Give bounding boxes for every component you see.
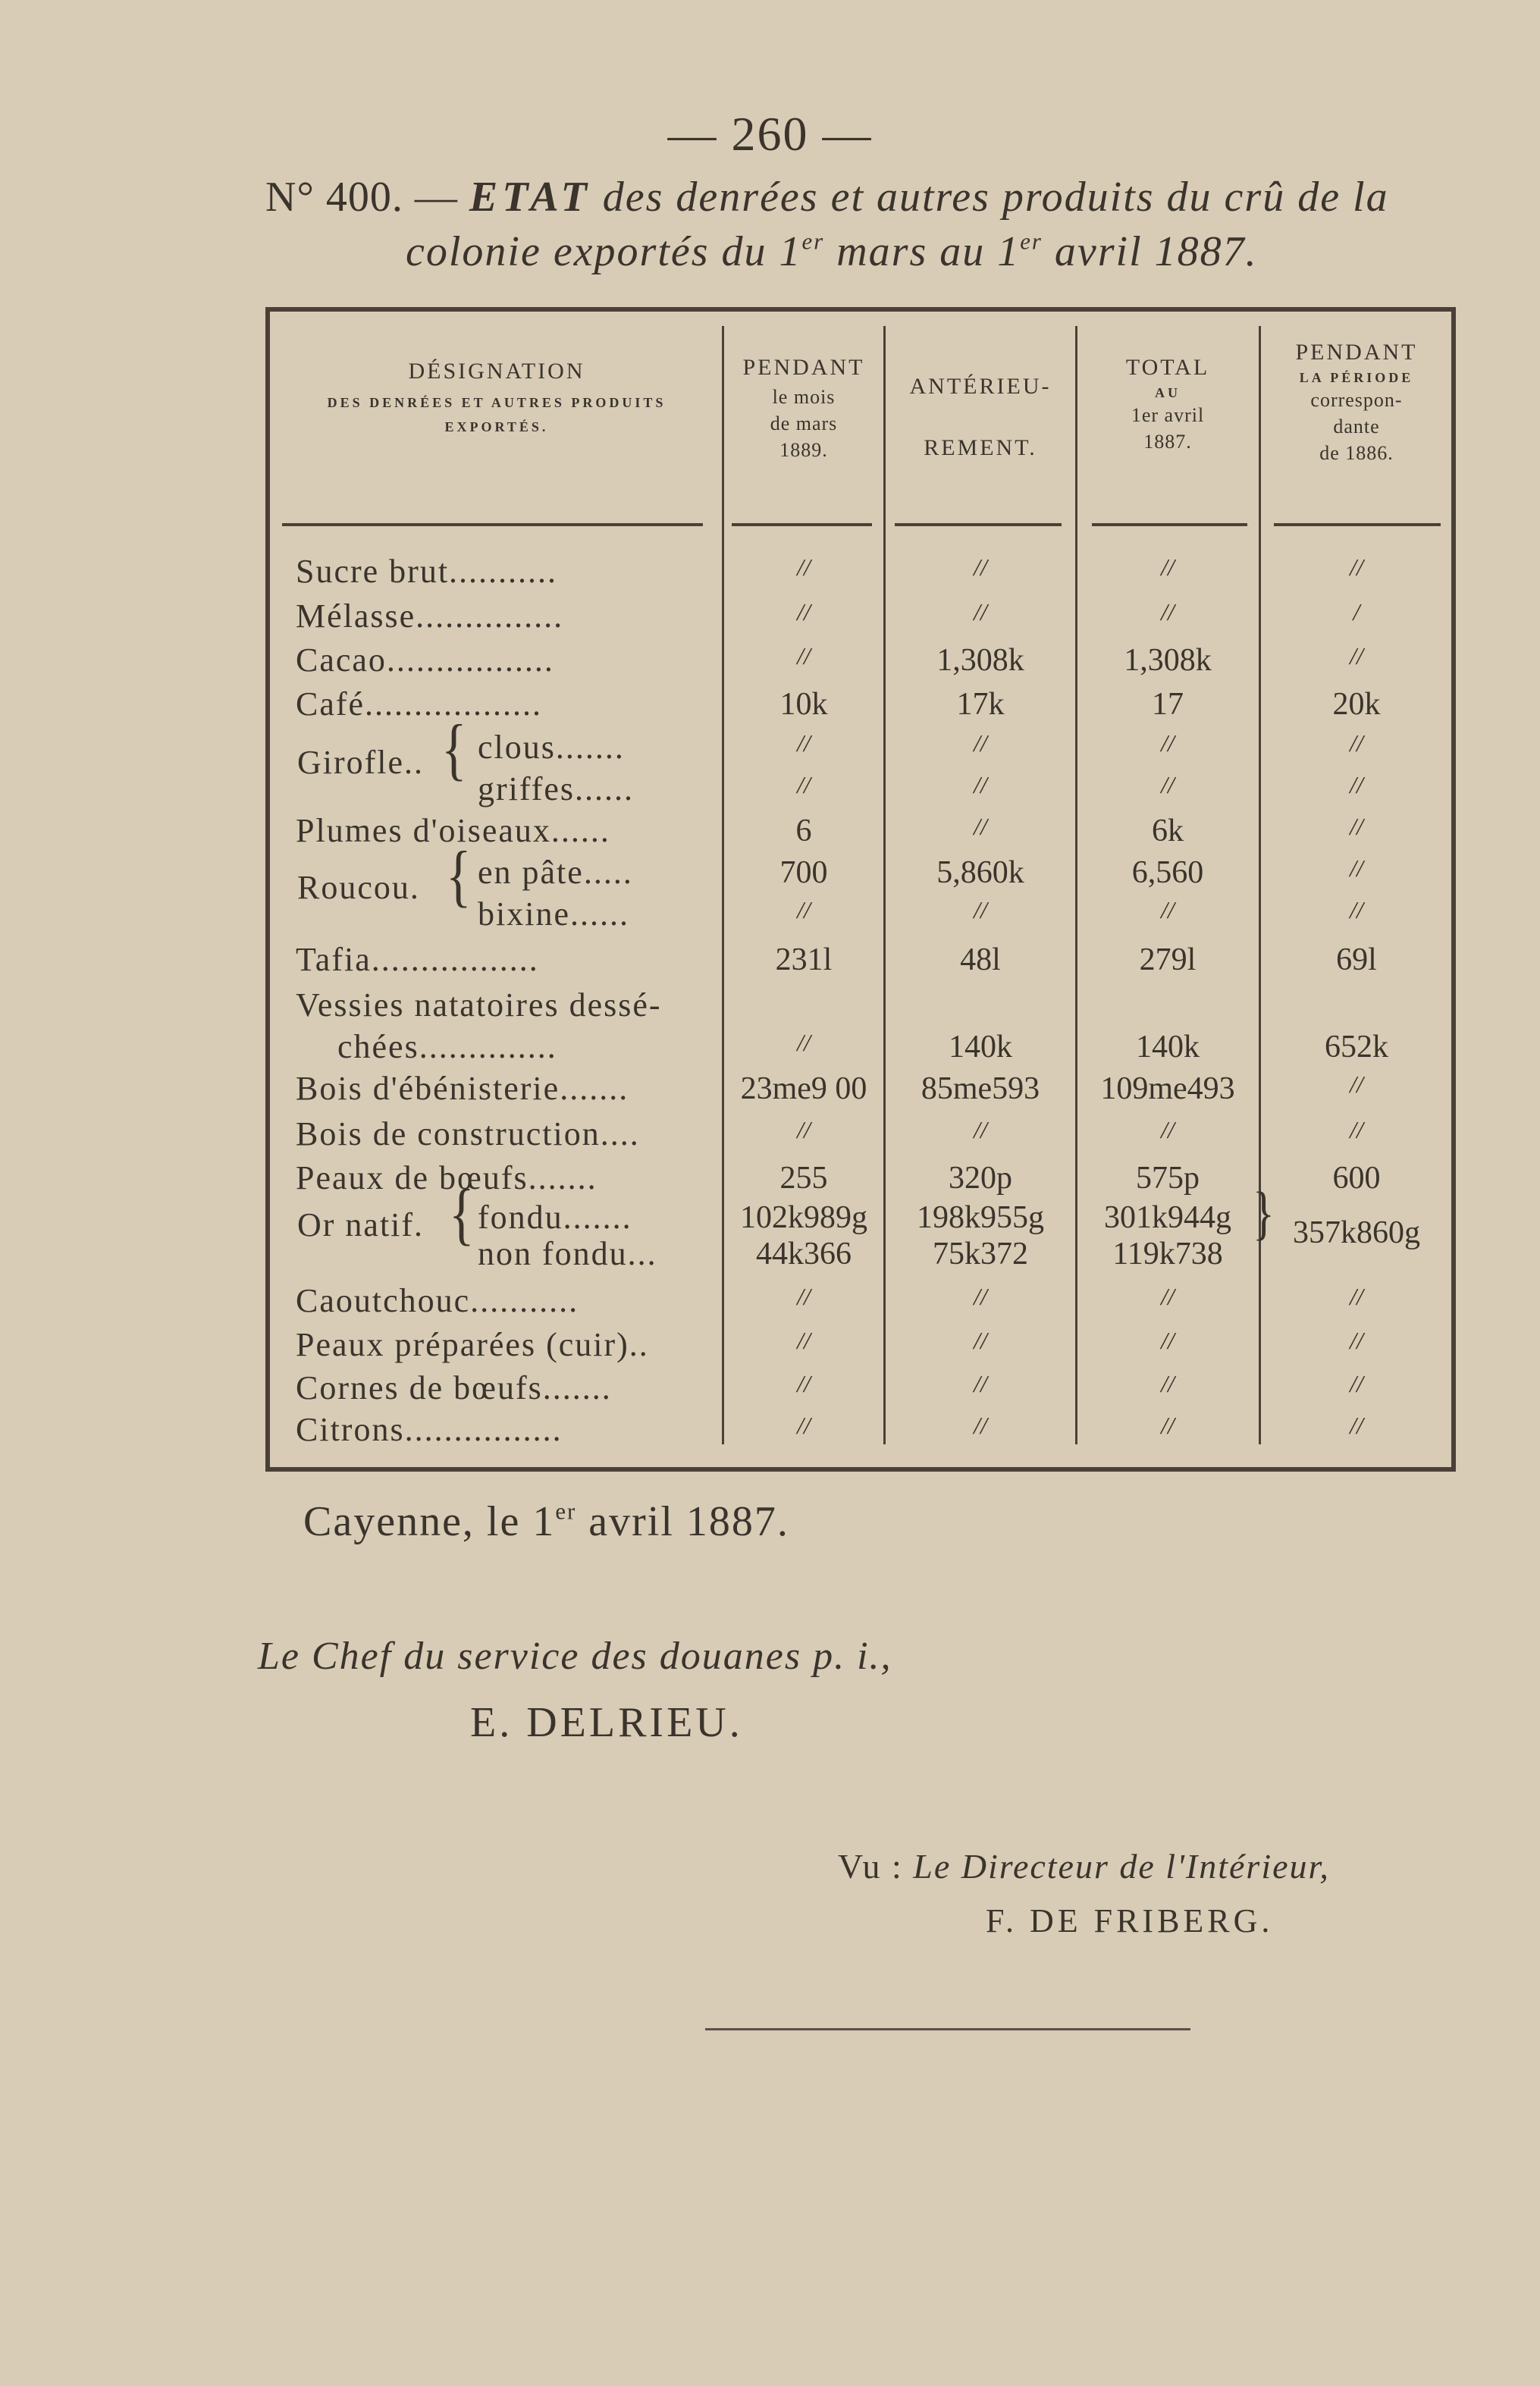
chief-title: Le Chef du service des douanes p. i., (258, 1635, 892, 1678)
place-date (303, 1497, 789, 1546)
table-cell: / (1353, 598, 1360, 626)
table-cell: 10k (779, 687, 828, 722)
row-label: en pâte..... (478, 854, 633, 891)
table-cell: // (974, 1327, 987, 1354)
table-cell: 700 (779, 855, 828, 890)
table-cell: 109me493 (1100, 1071, 1235, 1106)
table-cell: // (797, 1412, 811, 1439)
header-total-line2: AU (1155, 384, 1181, 400)
bottom-rule (705, 2028, 1190, 2030)
table-cell: 575p (1136, 1161, 1200, 1196)
document-title-line-1 (265, 173, 1389, 221)
table-cell: // (1161, 896, 1175, 923)
row-label: Sucre brut........... (296, 553, 558, 590)
col-rule-4 (1259, 326, 1261, 1444)
table-cell: // (1161, 729, 1175, 757)
header-total-line4: 1887. (1143, 430, 1192, 453)
table-bottom-rule (265, 1467, 1456, 1472)
header-pendant-periode-line2: LA PÉRIODE (1299, 369, 1414, 385)
header-designation (273, 356, 720, 436)
table-cell: // (1350, 729, 1363, 757)
table-cell: // (797, 642, 811, 669)
header-anterieurement (886, 372, 1075, 463)
group-label-or-natif: Or natif. (297, 1206, 425, 1243)
header-pendant-mois-line1: PENDANT (742, 355, 865, 380)
row-label: Vessies natatoires dessé- (296, 986, 662, 1024)
brace-or-natif-total: } (1253, 1180, 1275, 1246)
table-cell: 600 (1332, 1161, 1381, 1196)
table-cell: // (1350, 1071, 1363, 1098)
header-total-line3: 1er avril (1131, 403, 1205, 426)
row-label: Tafia................. (296, 941, 539, 978)
row-label: Caoutchouc........... (296, 1282, 579, 1319)
table-cell: 85me593 (921, 1071, 1040, 1106)
title-etat: ETAT (469, 174, 591, 221)
header-rule-5 (1274, 523, 1441, 526)
header-rule-4 (1092, 523, 1247, 526)
row-label: Bois de construction.... (296, 1115, 640, 1152)
table-cell: // (1350, 771, 1363, 798)
row-label: non fondu... (478, 1235, 657, 1272)
header-pendant-periode-line1: PENDANT (1295, 340, 1418, 365)
table-cell: // (974, 553, 987, 581)
title-line-2-c: avril 1887. (1042, 228, 1258, 275)
group-label-girofle: Girofle.. (297, 744, 425, 781)
table-cell: // (974, 813, 987, 840)
table-cell: 20k (1332, 687, 1381, 722)
row-label: Cornes de bœufs....... (296, 1369, 612, 1406)
header-pendant-mois-line2: le mois (772, 385, 836, 408)
table-cell: // (1161, 598, 1175, 626)
table-cell: // (974, 1116, 987, 1143)
header-pendant-mois (724, 353, 883, 463)
table-cell: // (797, 771, 811, 798)
table-cell: 75k372 (933, 1237, 1028, 1271)
table-cell: // (797, 1327, 811, 1354)
table-cell: // (974, 896, 987, 923)
table-cell: // (797, 896, 811, 923)
header-pendant-periode-line4: dante (1333, 415, 1380, 437)
table-cell: // (1350, 1327, 1363, 1354)
table-cell: // (1350, 1283, 1363, 1310)
header-designation-line1: DÉSIGNATION (408, 359, 585, 384)
row-label: Peaux préparées (cuir).. (296, 1326, 649, 1363)
table-cell: // (797, 729, 811, 757)
place-date-sup: er (555, 1498, 577, 1525)
brace-roucou: { (446, 839, 472, 915)
table-cell: 255 (779, 1161, 828, 1196)
table-cell: // (797, 1283, 811, 1310)
table-cell: // (974, 1412, 987, 1439)
row-label: Plumes d'oiseaux...... (296, 812, 610, 849)
place-date-a: Cayenne, le 1 (303, 1498, 556, 1545)
table-cell: 6 (795, 814, 812, 848)
table-cell: 6,560 (1131, 855, 1204, 890)
table-cell: 6k (1152, 814, 1184, 848)
header-total-line1: TOTAL (1125, 355, 1210, 380)
page-number: — 260 — (667, 107, 873, 161)
row-label: clous....... (478, 729, 625, 766)
table-cell: 140k (949, 1030, 1012, 1064)
table-cell: 140k (1136, 1030, 1200, 1064)
table-cell: // (1161, 1116, 1175, 1143)
table-cell: 198k955g (917, 1200, 1044, 1235)
title-line-1-rest: des denrées et autres produits du crû de la (602, 174, 1389, 221)
table-cell: 1,308k (1124, 643, 1212, 678)
vu-label: Vu : (838, 1847, 903, 1886)
table-cell: // (1161, 1283, 1175, 1310)
table-cell: 1,308k (936, 643, 1024, 678)
header-pendant-periode-line3: correspon- (1310, 388, 1403, 411)
table-cell: 102k989g (740, 1200, 867, 1235)
table-cell: // (1161, 553, 1175, 581)
header-pendant-mois-line4: 1889. (779, 438, 828, 461)
table-cell: 17 (1152, 687, 1184, 722)
header-rule-1 (282, 523, 703, 526)
header-designation-line2: DES DENRÉES ET AUTRES PRODUITS (327, 394, 666, 410)
header-designation-line3: EXPORTÉS. (444, 419, 549, 434)
header-anterieurement-line2: REMENT. (924, 434, 1037, 460)
table-cell: // (797, 598, 811, 626)
row-label: griffes...... (478, 770, 635, 807)
table-cell: // (1161, 1412, 1175, 1439)
table-cell: // (797, 1370, 811, 1397)
chief-name: E. DELRIEU. (470, 1699, 743, 1746)
table-cell: 119k738 (1112, 1237, 1223, 1271)
row-label: Café.................. (296, 685, 543, 723)
director-name: F. DE FRIBERG. (986, 1902, 1274, 1939)
table-left-rule (265, 307, 270, 1469)
table-cell: 23me9 00 (740, 1071, 867, 1106)
table-cell: // (797, 1116, 811, 1143)
group-label-roucou: Roucou. (297, 869, 420, 906)
table-cell: 44k366 (756, 1237, 852, 1271)
table-cell: // (1350, 813, 1363, 840)
table-cell: 279l (1139, 942, 1197, 977)
row-label: fondu....... (478, 1199, 632, 1236)
title-sup-2: er (1020, 228, 1043, 255)
table-cell: // (1161, 1370, 1175, 1397)
table-cell: // (1161, 771, 1175, 798)
place-date-b: avril 1887. (576, 1498, 789, 1545)
row-label: Mélasse............... (296, 597, 564, 635)
table-cell: // (797, 553, 811, 581)
table-cell: 17k (956, 687, 1005, 722)
table-cell: 69l (1336, 942, 1377, 977)
header-rule-3 (895, 523, 1062, 526)
table-cell: // (1350, 642, 1363, 669)
table-cell: 301k944g (1104, 1200, 1231, 1235)
table-cell: // (974, 729, 987, 757)
brace-girofle: { (441, 712, 467, 789)
table-cell: // (974, 1370, 987, 1397)
brace-or-natif: { (449, 1177, 475, 1253)
table-cell: 231l (775, 942, 833, 977)
table-cell: // (1350, 896, 1363, 923)
table-cell: // (974, 598, 987, 626)
header-pendant-mois-line3: de mars (770, 412, 838, 434)
table-cell: // (974, 1283, 987, 1310)
row-label: Peaux de bœufs....... (296, 1159, 597, 1196)
header-total (1077, 353, 1258, 455)
row-label: Citrons................ (296, 1411, 563, 1448)
title-sup-1: er (801, 228, 825, 255)
header-anterieurement-line1: ANTÉRIEU- (909, 374, 1052, 399)
table-cell: 48l (960, 942, 1001, 977)
row-label: Cacao................. (296, 641, 554, 679)
table-top-rule (265, 307, 1456, 312)
table-cell: // (1350, 854, 1363, 882)
document-number: N° 400. — (265, 174, 458, 221)
table-cell: 320p (949, 1161, 1012, 1196)
title-line-2-b: mars au 1 (824, 228, 1021, 275)
header-pendant-periode (1261, 337, 1452, 466)
row-label: bixine...... (478, 895, 629, 933)
table-cell: 652k (1325, 1030, 1388, 1064)
row-label: Bois d'ébénisterie....... (296, 1070, 629, 1107)
table-cell: 5,860k (936, 855, 1024, 890)
header-pendant-periode-line5: de 1886. (1319, 441, 1394, 464)
table-cell: // (1161, 1327, 1175, 1354)
document-title-line-2 (406, 227, 1258, 276)
table-cell: // (1350, 1412, 1363, 1439)
table-cell: 357k860g (1293, 1215, 1420, 1250)
vu-title: Le Directeur de l'Intérieur, (913, 1847, 1330, 1886)
table-cell: // (1350, 553, 1363, 581)
table-cell: // (797, 1029, 811, 1056)
table-cell: // (1350, 1370, 1363, 1397)
title-line-2-a: colonie exportés du 1 (406, 228, 802, 275)
row-label: chées.............. (337, 1028, 557, 1065)
table-cell: // (1350, 1116, 1363, 1143)
header-rule-2 (732, 523, 872, 526)
vu-line (838, 1846, 1330, 1886)
table-cell: // (974, 771, 987, 798)
